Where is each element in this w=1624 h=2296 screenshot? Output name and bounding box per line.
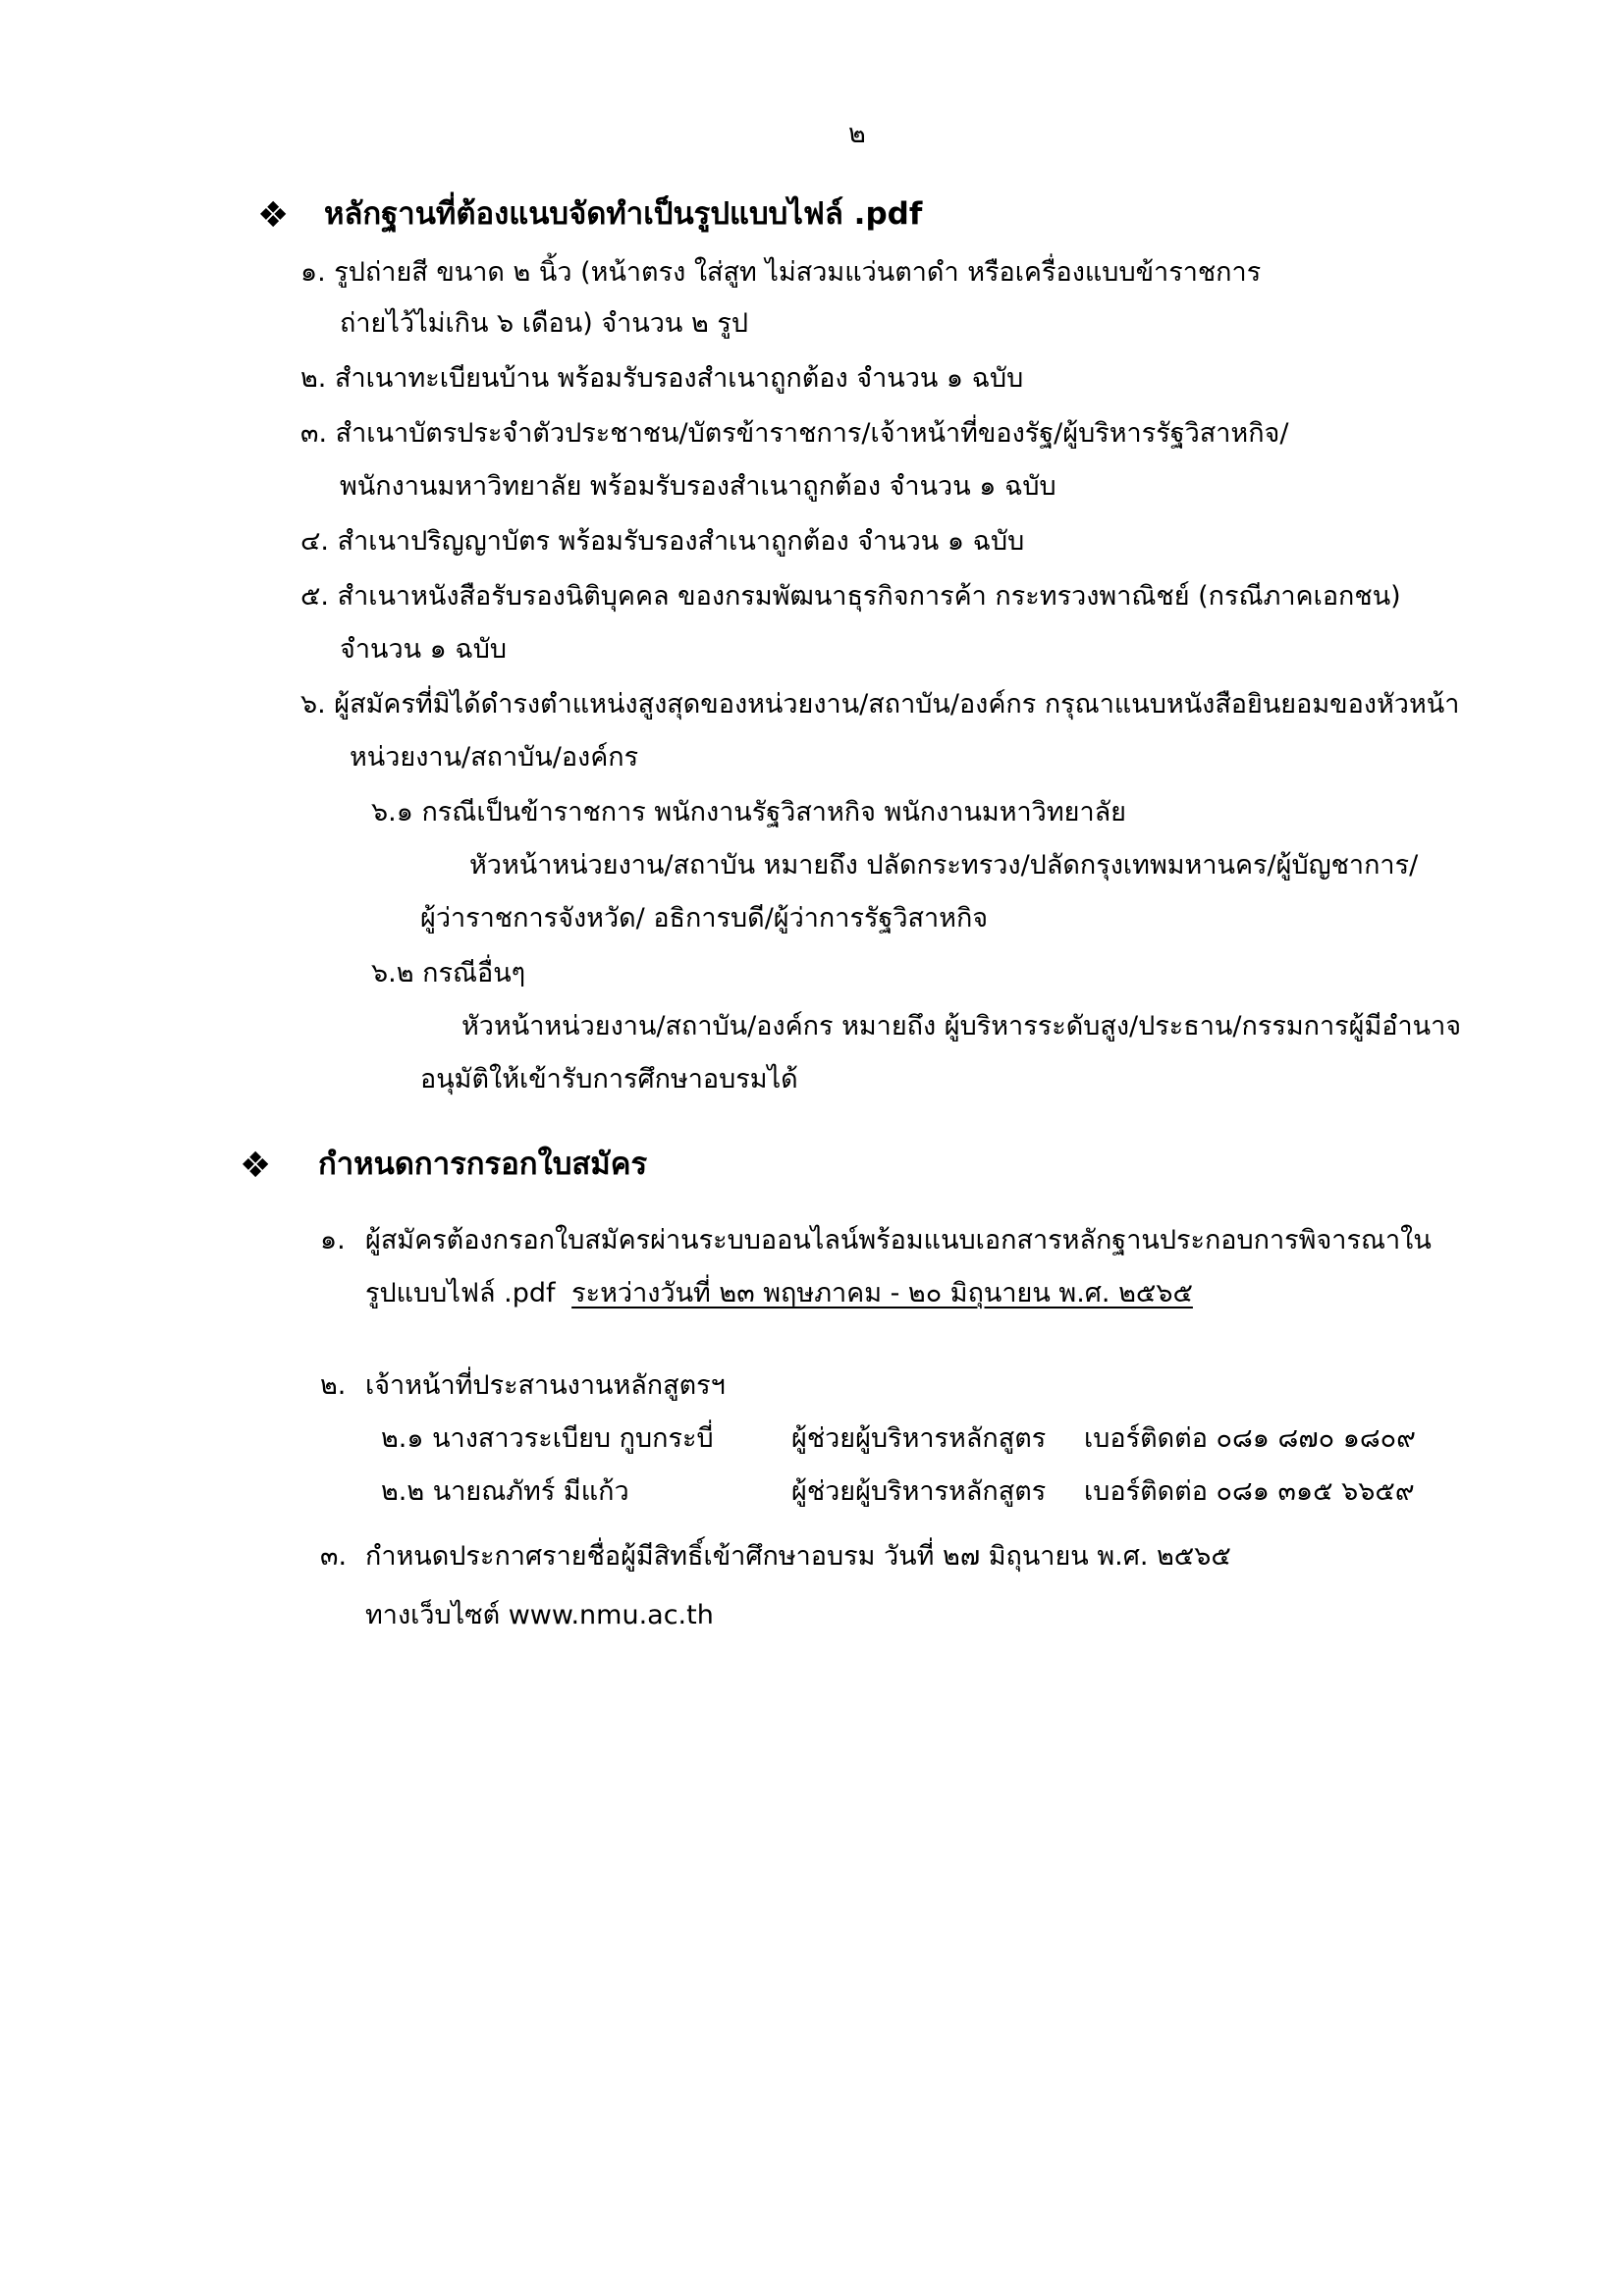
evidence-item-5-line-1: ๕. สำเนาหนังสือรับรองนิติบุคคล ของกรมพัฒนาธุรกิจการค้า กระทรวงพาณิชย์ (กรณีภาคเอกชน) — [300, 581, 1401, 612]
evidence-item-6-2-line-2: อนุมัติให้เข้ารับการศึกษาอบรมได้ — [420, 1064, 798, 1095]
application-period: ระหว่างวันที่ ๒๓ พฤษภาคม - ๒๐ มิถุนายน พ.ศ. ๒๕๖๕ — [571, 1278, 1193, 1308]
evidence-item-2: ๒. สำเนาทะเบียนบ้าน พร้อมรับรองสำเนาถูกต้อง จำนวน ๑ ฉบับ — [300, 363, 1024, 394]
evidence-item-6-1-title: ๖.๑ กรณีเป็นข้าราชการ พนักงานรัฐวิสาหกิจ พนักงานมหาวิทยาลัย — [371, 797, 1126, 828]
evidence-item-3-line-1: ๓. สำเนาบัตรประจำตัวประชาชน/บัตรข้าราชการ/เจ้าหน้าที่ของรัฐ/ผู้บริหารรัฐวิสาหกิจ/ — [300, 418, 1289, 449]
page-number: ๒ — [848, 119, 866, 149]
section-heading-evidence: หลักฐานที่ต้องแนบจัดทำเป็นรูปแบบไฟล์ .pdf — [324, 196, 923, 232]
evidence-item-1-line-1: ๑. รูปถ่ายสี ขนาด ๒ นิ้ว (หน้าตรง ใส่สูท ไม่สวมแว่นตาดำ หรือเครื่องแบบข้าราชการ — [300, 257, 1262, 288]
application-item-2-number: ๒. — [320, 1370, 347, 1401]
contact-1-phone: เบอร์ติดต่อ ๐๘๑ ๘๗๐ ๑๘๐๙ — [1084, 1423, 1416, 1454]
evidence-item-6-1-line-1: หัวหน้าหน่วยงาน/สถาบัน หมายถึง ปลัดกระทรวง/ปลัดกรุงเทพมหานคร/ผู้บัญชาการ/ — [469, 850, 1419, 881]
evidence-item-5-line-2: จำนวน ๑ ฉบับ — [340, 634, 508, 665]
contact-2-name: ๒.๒ นายณภัทร์ มีแก้ว — [381, 1476, 629, 1507]
evidence-item-4: ๔. สำเนาปริญญาบัตร พร้อมรับรองสำเนาถูกต้อง จำนวน ๑ ฉบับ — [300, 526, 1025, 557]
contact-2-phone: เบอร์ติดต่อ ๐๘๑ ๓๑๕ ๖๖๕๙ — [1084, 1476, 1415, 1507]
evidence-item-6-line-1: ๖. ผู้สมัครที่มิได้ดำรงตำแหน่งสูงสุดของหน่วยงาน/สถาบัน/องค์กร กรุณาแนบหนังสือยินยอมของหัวหน้า — [300, 689, 1460, 720]
contact-2-role: ผู้ช่วยผู้บริหารหลักสูตร — [791, 1476, 1047, 1507]
evidence-item-6-2-title: ๖.๒ กรณีอื่นๆ — [371, 958, 526, 988]
application-item-1-line-2 — [365, 1278, 1193, 1309]
evidence-item-1-line-2: ถ่ายไว้ไม่เกิน ๖ เดือน) จำนวน ๒ รูป — [340, 308, 748, 339]
coordinators-title: เจ้าหน้าที่ประสานงานหลักสูตรฯ — [365, 1370, 726, 1401]
diamond-bullet-icon: ❖ — [257, 195, 290, 236]
evidence-item-6-2-line-1: หัวหน้าหน่วยงาน/สถาบัน/องค์กร หมายถึง ผู้บริหารระดับสูง/ประธาน/กรรมการผู้มีอำนาจ — [461, 1011, 1462, 1041]
contact-1-role: ผู้ช่วยผู้บริหารหลักสูตร — [791, 1423, 1047, 1454]
diamond-bullet-icon: ❖ — [240, 1146, 272, 1186]
file-format-text: รูปแบบไฟล์ .pdf — [365, 1278, 556, 1308]
announcement-date-line: กำหนดประกาศรายชื่อผู้มีสิทธิ์เข้าศึกษาอบรม วันที่ ๒๗ มิถุนายน พ.ศ. ๒๕๖๕ — [365, 1541, 1231, 1572]
contact-1-name: ๒.๑ นางสาวระเบียบ กูบกระบี่ — [381, 1423, 714, 1454]
application-item-3-number: ๓. — [320, 1541, 348, 1572]
application-item-1-line-1: ผู้สมัครต้องกรอกใบสมัครผ่านระบบออนไลน์พร้อมแนบเอกสารหลักฐานประกอบการพิจารณาใน — [365, 1225, 1432, 1255]
section-heading-application: กำหนดการกรอกใบสมัคร — [318, 1147, 648, 1182]
evidence-item-6-line-2: หน่วยงาน/สถาบัน/องค์กร — [350, 742, 639, 773]
evidence-item-6-1-line-2: ผู้ว่าราชการจังหวัด/ อธิการบดี/ผู้ว่าการรัฐวิสาหกิจ — [420, 903, 989, 934]
evidence-item-3-line-2: พนักงานมหาวิทยาลัย พร้อมรับรองสำเนาถูกต้อง จำนวน ๑ ฉบับ — [340, 471, 1056, 502]
website-line: ทางเว็บไซต์ www.nmu.ac.th — [365, 1600, 714, 1630]
application-item-1-number: ๑. — [320, 1225, 346, 1255]
